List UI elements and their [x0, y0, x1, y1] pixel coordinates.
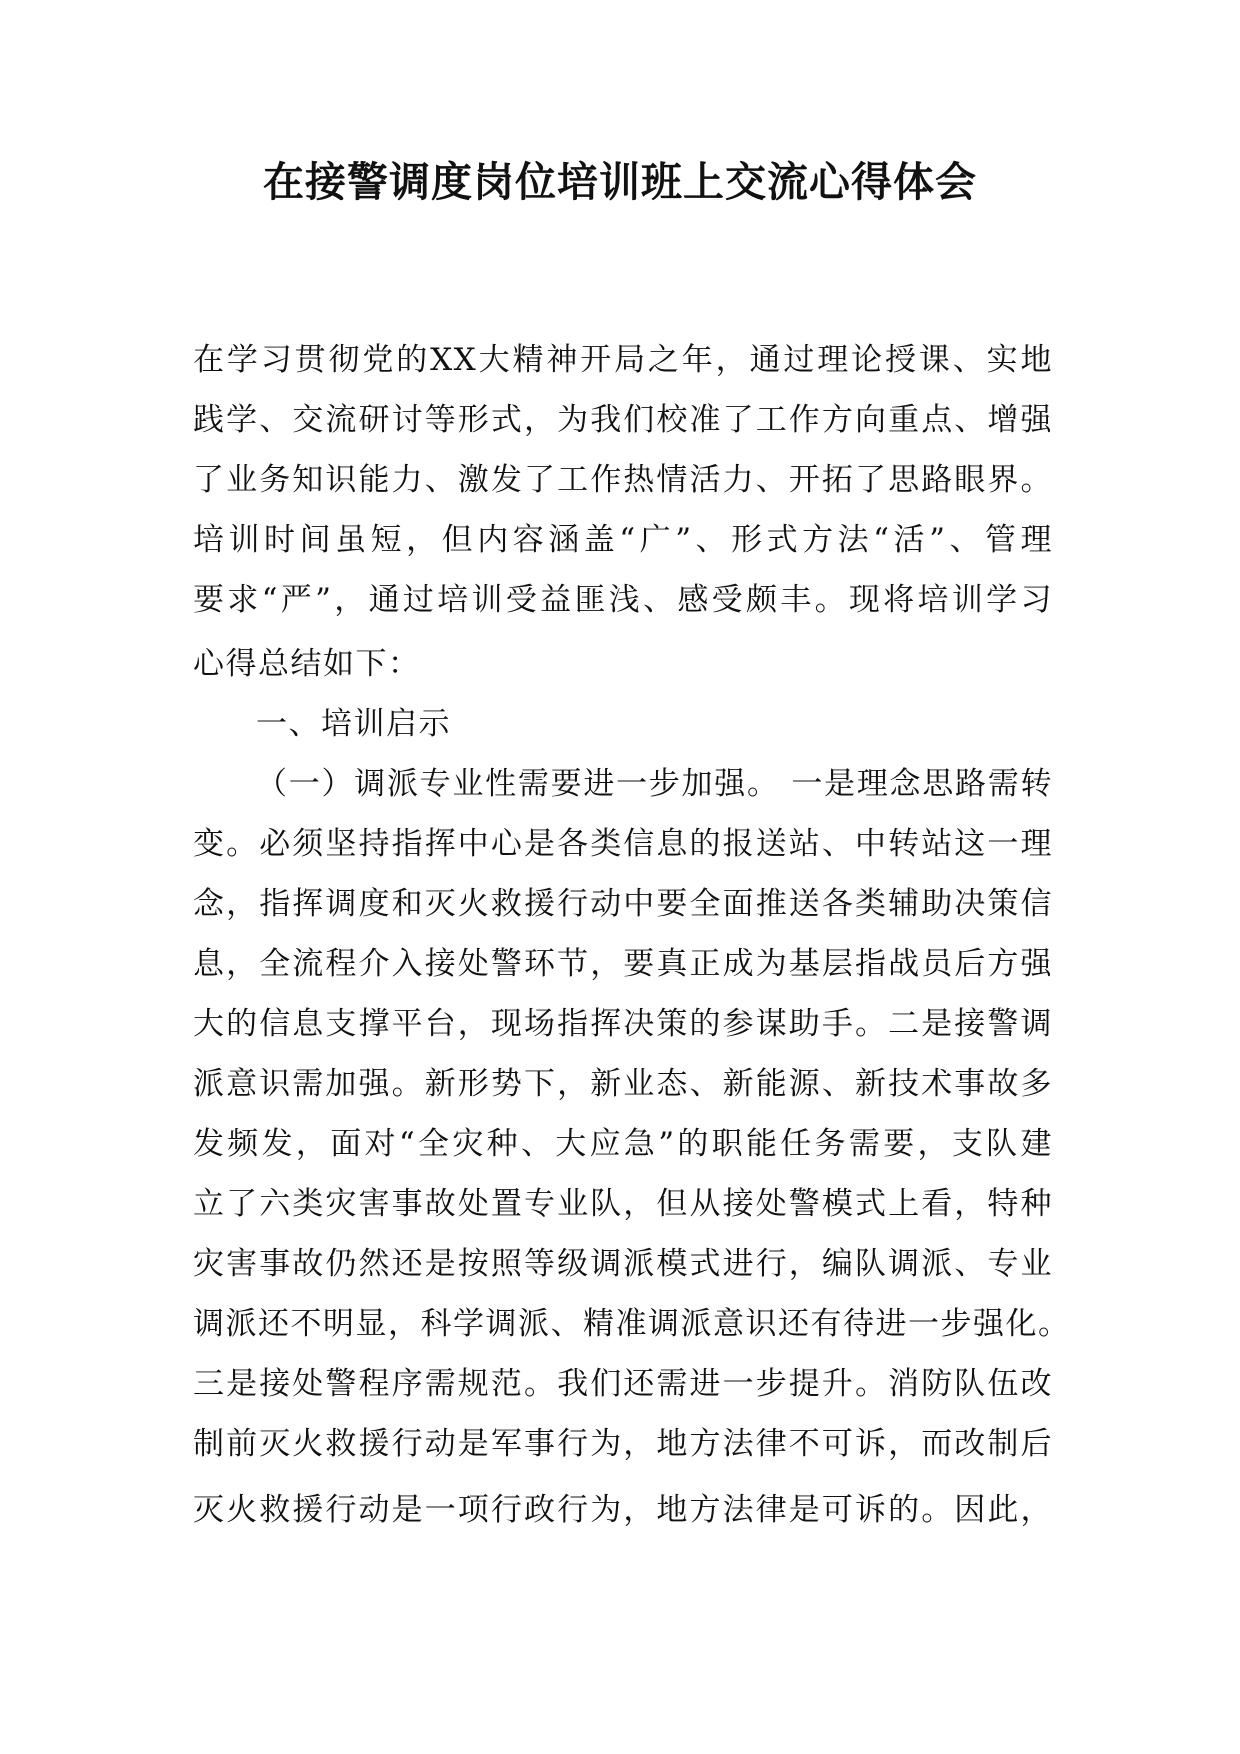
- paragraph-line: 念，指挥调度和灭火救援行动中要全面推送各类辅助决策信: [193, 886, 1053, 922]
- section-heading: 一、培训启示: [256, 706, 451, 742]
- paragraph-line: 大的信息支撑平台，现场指挥决策的参谋助手。二是接警调: [193, 1006, 1053, 1042]
- document-title: 在接警调度岗位培训班上交流心得体会: [263, 158, 977, 206]
- paragraph-line: 变。必须坚持指挥中心是各类信息的报送站、中转站这一理: [193, 826, 1053, 862]
- paragraph-line: 调派还不明显，科学调派、精准调派意识还有待进一步强化。: [193, 1306, 1071, 1342]
- paragraph-line: 践学、交流研讨等形式，为我们校准了工作方向重点、增强: [193, 402, 1053, 438]
- paragraph-line: 培训时间虽短，但内容涵盖“广”、形式方法“活”、管理: [193, 522, 1053, 558]
- paragraph-line: 要求“严”，通过培训受益匪浅、感受颇丰。现将培训学习: [193, 582, 1053, 618]
- paragraph-line: 灾害事故仍然还是按照等级调派模式进行，编队调派、专业: [193, 1246, 1053, 1282]
- paragraph-line: 灭火救援行动是一项行政行为，地方法律是可诉的。因此，: [193, 1492, 1053, 1528]
- paragraph-line: 发频发，面对“全灾种、大应急”的职能任务需要，支队建: [193, 1126, 1053, 1162]
- paragraph-line: 心得总结如下：: [193, 646, 421, 682]
- paragraph-line: 制前灭火救援行动是军事行为，地方法律不可诉，而改制后: [193, 1426, 1053, 1462]
- paragraph-line: 在学习贯彻党的XX大精神开局之年，通过理论授课、实地: [193, 342, 1053, 378]
- paragraph-line: 三是接处警程序需规范。我们还需进一步提升。消防队伍改: [193, 1366, 1053, 1402]
- paragraph-line: 了业务知识能力、激发了工作热情活力、开拓了思路眼界。: [193, 462, 1053, 498]
- paragraph-line: 息，全流程介入接处警环节，要真正成为基层指战员后方强: [193, 946, 1053, 982]
- paragraph-line: 派意识需加强。新形势下，新业态、新能源、新技术事故多: [193, 1066, 1053, 1102]
- subsection-heading-line: （一）调派专业性需要进一步加强。 一是理念思路需转: [256, 766, 1053, 802]
- paragraph-line: 立了六类灾害事故处置专业队，但从接处警模式上看，特种: [193, 1186, 1053, 1222]
